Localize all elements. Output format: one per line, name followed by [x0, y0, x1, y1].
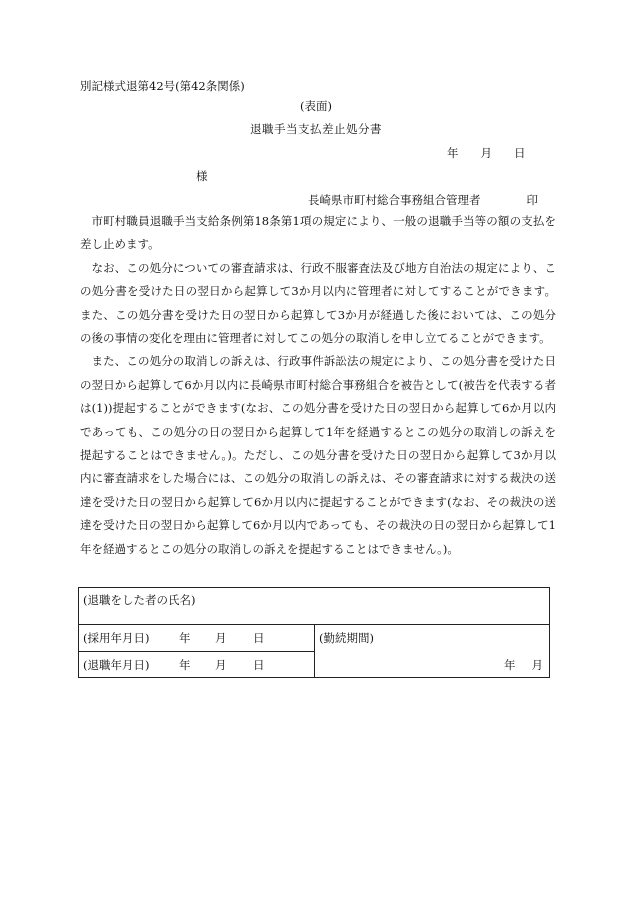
service-period-cell	[315, 625, 549, 677]
hire-day-unit: 日	[253, 631, 265, 645]
retire-day-unit: 日	[253, 657, 265, 672]
service-year-unit: 年	[504, 658, 516, 672]
body-text	[80, 210, 556, 561]
hire-year-unit: 年	[179, 631, 191, 645]
retire-date-row	[79, 651, 314, 677]
seal-mark: 印	[526, 193, 538, 207]
hire-date-row	[79, 625, 314, 651]
retire-month-unit: 月	[215, 657, 227, 672]
service-period-units	[504, 657, 543, 673]
date-year-unit: 年	[447, 146, 459, 160]
issuer-line	[308, 192, 538, 208]
retire-date-label: (退職年月日)	[83, 657, 150, 672]
issuer-name: 長崎県市町村総合事務組合管理者	[308, 193, 481, 207]
service-month-unit: 月	[531, 658, 543, 672]
document-title: 退職手当支払差止処分書	[250, 122, 382, 136]
hire-month-unit: 月	[215, 631, 227, 645]
form-number: 別記様式退第42号(第42条関係)	[80, 79, 245, 93]
issue-date-line	[447, 145, 526, 161]
date-month-unit: 月	[480, 146, 492, 160]
hire-date-label: (採用年月日)	[83, 631, 150, 645]
retiree-name-label: (退職をした者の氏名)	[83, 593, 196, 607]
body-paragraph-2: なお、この処分についての審査請求は、行政不服審査法及び地方自治法の規定により、この処分書を受けた日の翌日から起算して3か月以内に管理者に対してすることができます。また、この処分書を受けた日の翌日から起算して3か月が経過した後においては、この処分の後の事情の変化を理由に管理者に対してこの処分の取消しを申し立てることができます。	[80, 260, 556, 346]
side-label: (表面)	[300, 99, 332, 113]
dates-column	[79, 625, 315, 677]
body-paragraph-3: また、この処分の取消しの訴えは、行政事件訴訟法の規定により、この処分書を受けた日の翌日から起算して6か月以内に長崎県市町村総合事務組合を被告として(被告を代表する者は(1))提起することができます(なお、この処分書を受けた日の翌日から起算して6か月以内であっても、この処分の日の翌日から起算して1年を経過するとこの処分の取消しの訴えを提起することはできません。)。ただし、この処分書を受けた日の翌日から起算して3か月以内に審査請求をした場合には、この処分の取消しの訴えは、その審査請求に対する裁決の送達を受けた日の翌日から起算して6か月以内に提起することができます(なお、その裁決の送達を受けた日の翌日から起算して6か月以内であっても、その裁決の日の翌日から起算して1年を経過するとこの処分の取消しの訴えを提起することはできません。)。	[80, 354, 556, 556]
date-day-unit: 日	[514, 146, 526, 160]
service-period-label: (勤続期間)	[319, 631, 374, 645]
retiree-name-row	[79, 588, 549, 625]
body-paragraph-1: 市町村職員退職手当支給条例第18条第1項の規定により、一般の退職手当等の額の支払を差し止めます。	[80, 214, 556, 252]
retire-year-unit: 年	[179, 657, 191, 672]
dates-section	[79, 625, 549, 677]
retiree-info-table	[78, 587, 550, 678]
addressee-honorific: 様	[196, 169, 208, 183]
